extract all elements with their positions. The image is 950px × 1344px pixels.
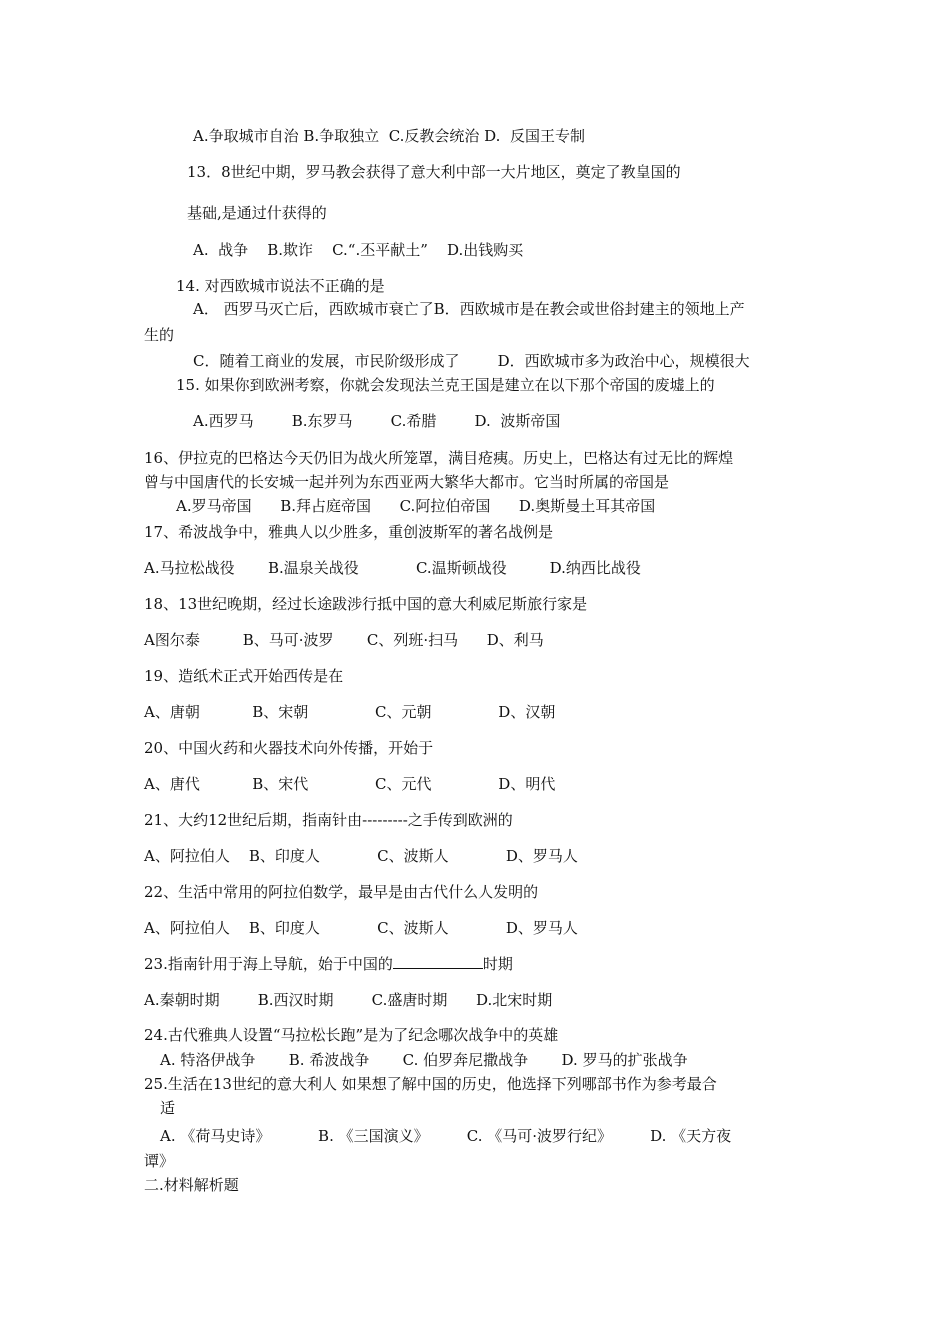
q25-stem-cont: 适	[160, 1099, 176, 1117]
q14-option-cd: C．随着工商业的发展，市民阶级形成了 D．西欧城市多为政治中心，规模很大	[193, 352, 750, 370]
q14-option-b-cont: 生的	[144, 326, 175, 344]
q14-stem: 14. 对西欧城市说法不正确的是	[176, 277, 385, 295]
section-heading: 二.材料解析题	[144, 1176, 239, 1194]
q15-stem: 15. 如果你到欧洲考察，你就会发现法兰克王国是建立在以下那个帝国的废墟上的	[176, 376, 715, 394]
q16-stem: 16、伊拉克的巴格达今天仍旧为战火所笼罩，满目疮痍。历史上，巴格达有过无比的辉煌	[144, 449, 734, 467]
q17-stem: 17、希波战争中，雅典人以少胜多，重创波斯军的著名战例是	[144, 523, 554, 541]
q23-answer-blank	[393, 954, 483, 969]
q23-stem	[144, 954, 513, 974]
q13-options: A. 战争 B.欺诈 C.“.丕平献土” D.出钱购买	[193, 241, 524, 259]
q19-options: A、唐朝 B、宋朝 C、元朝 D、汉朝	[144, 703, 556, 721]
q23-stem-suffix: 时期	[482, 955, 513, 973]
q16-stem-cont: 曾与中国唐代的长安城一起并列为东西亚两大繁华大都市。它当时所属的帝国是	[144, 473, 670, 491]
q25-options-cont: 谭》	[144, 1152, 175, 1170]
q17-options: A.马拉松战役 B.温泉关战役 C.温斯顿战役 D.纳西比战役	[144, 559, 641, 577]
q18-options: A图尔泰 B、马可·波罗 C、列班·扫马 D、利马	[144, 631, 544, 649]
q23-options: A.秦朝时期 B.西汉时期 C.盛唐时期 D.北宋时期	[144, 991, 553, 1009]
q19-stem: 19、造纸术正式开始西传是在	[144, 667, 344, 685]
q18-stem: 18、13世纪晚期，经过长途跋涉行抵中国的意大利威尼斯旅行家是	[144, 595, 588, 613]
q14-option-ab: A． 西罗马灭亡后，西欧城市衰亡了B．西欧城市是在教会或世俗封建主的领地上产	[193, 300, 745, 318]
q25-stem: 25.生活在13世纪的意大利人 如果想了解中国的历史，他选择下列哪部书作为参考最合	[144, 1075, 717, 1093]
q24-stem: 24.古代雅典人设置“马拉松长跑”是为了纪念哪次战争中的英雄	[144, 1026, 559, 1044]
q12-options: A.争取城市自治 B.争取独立 C.反教会统治 D. 反国王专制	[193, 127, 585, 145]
q23-stem-text: 23.指南针用于海上导航，始于中国的	[144, 955, 393, 973]
q16-options: A.罗马帝国 B.拜占庭帝国 C.阿拉伯帝国 D.奥斯曼土耳其帝国	[176, 497, 656, 515]
q13-stem: 13．8世纪中期，罗马教会获得了意大利中部一大片地区，奠定了教皇国的	[187, 163, 681, 181]
q20-stem: 20、中国火药和火器技术向外传播，开始于	[144, 739, 434, 757]
q25-options: A. 《荷马史诗》 B. 《三国演义》 C. 《马可·波罗行纪》 D. 《天方夜	[160, 1127, 732, 1145]
q20-options: A、唐代 B、宋代 C、元代 D、明代	[144, 775, 556, 793]
q13-stem-cont: 基础,是通过什获得的	[187, 204, 327, 222]
q22-stem: 22、生活中常用的阿拉伯数学，最早是由古代什么人发明的	[144, 883, 539, 901]
q24-options: A. 特洛伊战争 B. 希波战争 C. 伯罗奔尼撒战争 D. 罗马的扩张战争	[160, 1051, 688, 1069]
q21-options: A、阿拉伯人 B、印度人 C、波斯人 D、罗马人	[144, 847, 578, 865]
q15-options: A.西罗马 B.东罗马 C.希腊 D. 波斯帝国	[193, 412, 561, 430]
q21-stem: 21、大约12世纪后期，指南针由---------之手传到欧洲的	[144, 811, 513, 829]
q22-options: A、阿拉伯人 B、印度人 C、波斯人 D、罗马人	[144, 919, 578, 937]
